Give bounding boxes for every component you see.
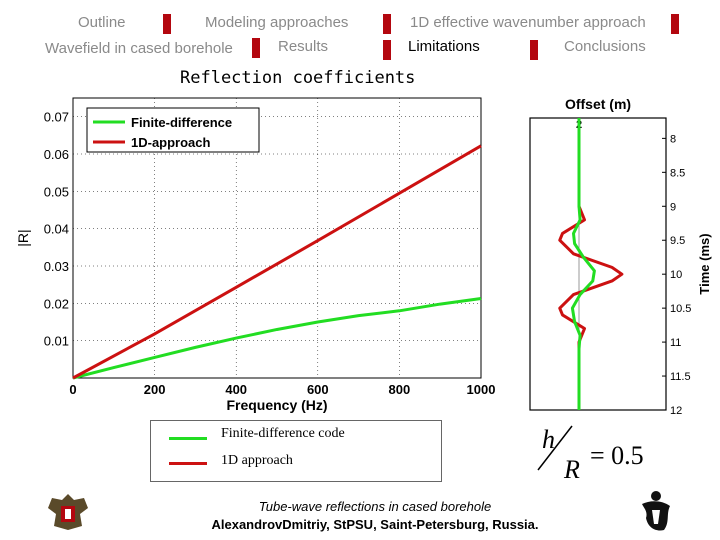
coat-of-arms-logo [44,490,92,534]
footer [120,498,630,534]
time-tick-label: 10 [670,269,683,282]
x-tick-label: 1000 [466,382,496,397]
x-tick-label: 0 [69,382,77,397]
nav-wavefield-cased-borehole[interactable]: Wavefield in cased borehole [45,40,233,57]
nav-outline[interactable]: Outline [78,14,126,31]
x-tick-label: 200 [143,382,166,397]
x-tick-label: 600 [306,382,329,397]
footer-line2: AlexandrovDmitriy, StPSU, Saint-Petersburg, Russia. [211,517,539,532]
x-axis-label: Frequency (Hz) [226,397,328,413]
legend-entry: Finite-difference [131,115,233,130]
time-tick-label: 11.5 [670,371,691,384]
legend-label-1d-approach: 1D approach [221,453,293,468]
time-tick-label: 9.5 [670,235,686,248]
legend-line-finite-difference [169,437,207,440]
nav-1d-effective-wavenumber[interactable]: 1D effective wavenumber approach [410,14,646,31]
nav-limitations[interactable]: Limitations [408,38,480,55]
institute-logo [636,488,676,534]
y-tick-label: 0.06 [43,147,69,162]
formula-numerator: h [542,425,555,454]
time-tick-label: 11 [670,337,682,350]
time-tick-label: 12 [670,405,683,417]
slide-title: Reflection coefficients [180,68,416,88]
nav-results[interactable]: Results [278,38,329,55]
time-tick-label: 10.5 [670,303,692,316]
formula-rhs: = 0.5 [590,441,644,470]
offset-tick-label: 2 [575,119,583,131]
legend-line-1d-approach [169,462,207,465]
nav-conclusions[interactable]: Conclusions [564,38,646,55]
trace-title: Offset (m) [564,96,632,112]
x-tick-label: 800 [388,382,411,397]
y-tick-label: 0.02 [43,296,69,312]
y-tick-label: 0.01 [43,333,69,349]
ratio-formula [530,418,680,488]
y-tick-label: 0.07 [43,109,69,125]
trace-y-axis-label: Time (ms) [697,233,712,295]
y-tick-label: 0.05 [43,184,69,200]
y-tick-label: 0.04 [43,221,69,237]
bottom-legend [150,420,442,482]
nav-modeling-approaches[interactable]: Modeling approaches [205,14,349,31]
y-axis-label: |R| [15,229,31,247]
legend-label-finite-difference: Finite-difference code [221,426,345,441]
time-tick-label: 8.5 [670,167,686,180]
time-tick-label: 8 [670,133,677,146]
legend-entry: 1D-approach [131,135,211,150]
x-tick-label: 400 [225,382,248,397]
y-tick-label: 0.03 [43,259,69,274]
time-tick-label: 9 [670,201,677,214]
formula-denominator: R [564,455,580,484]
footer-line1: Tube-wave reflections in cased borehole [258,499,492,514]
